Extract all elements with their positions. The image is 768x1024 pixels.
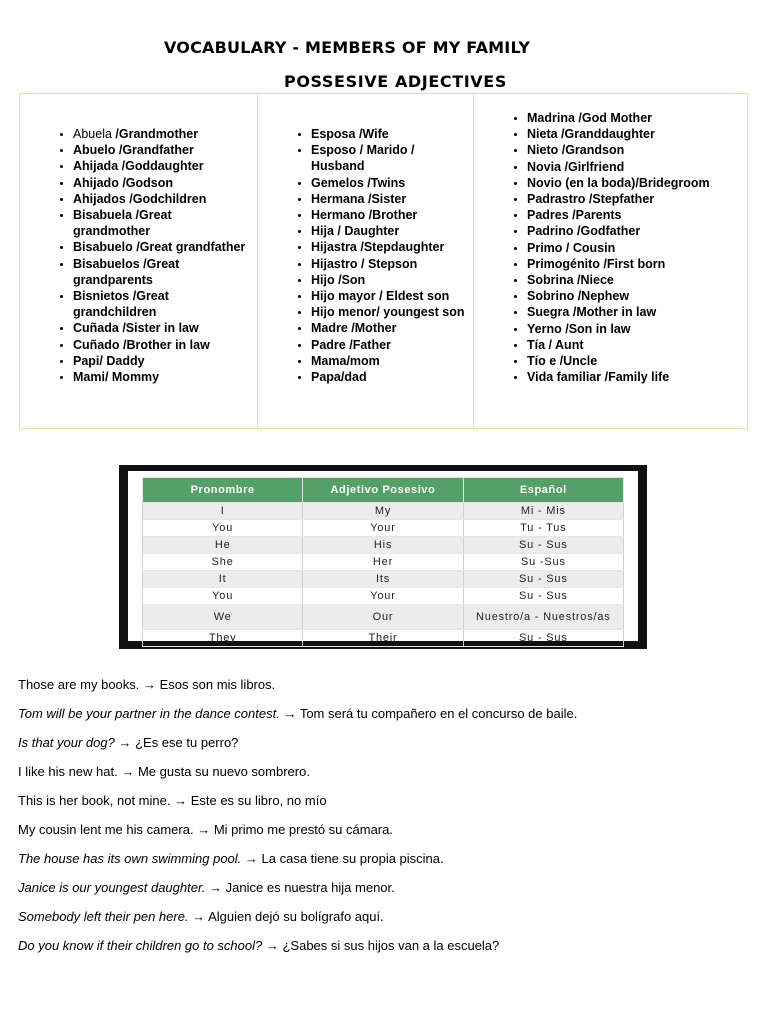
vocab-item: [311, 353, 473, 369]
vocab-english: / Daughter: [337, 224, 400, 239]
sentence-english: My cousin lent me his camera.: [18, 822, 194, 837]
table-cell: Her: [303, 554, 463, 571]
vocab-english: /Goddaughter: [121, 159, 204, 174]
vocab-english: /Mother: [351, 321, 397, 336]
sentence-english: Janice is our youngest daughter.: [18, 880, 206, 895]
example-sentence: [18, 937, 758, 966]
arrow-icon: →: [205, 880, 226, 895]
vocab-english: /Brother in law: [123, 337, 210, 352]
sentence-spanish: ¿Es ese tu perro?: [135, 735, 239, 750]
vocab-spanish: Bisabuela: [73, 208, 136, 223]
vocab-item: [73, 126, 257, 142]
vocab-spanish: Esposa: [311, 127, 359, 141]
vocab-item: [73, 320, 257, 336]
vocabulary-table: [19, 93, 748, 429]
vocab-item: [311, 142, 473, 174]
vocab-english: / Stepson: [361, 256, 418, 271]
vocab-spanish: Nieto: [527, 143, 562, 158]
vocab-english: /Stepdaughter: [360, 240, 445, 255]
vocab-english: /Niece: [577, 273, 614, 288]
header-adjetivo-posesivo: Adjetivo Posesivo: [303, 478, 463, 503]
example-sentence: [18, 705, 758, 734]
vocab-item: [73, 288, 257, 320]
vocab-english: /God Mother: [578, 111, 653, 125]
table-cell: Su - Sus: [463, 537, 623, 554]
example-sentences: [18, 676, 758, 966]
vocab-item: [73, 239, 257, 255]
vocab-english: /Father: [349, 337, 391, 352]
vocab-english: /Great grandparents: [73, 256, 180, 287]
table-cell: Our: [303, 605, 463, 630]
vocab-spanish: Bisnietos: [73, 289, 133, 304]
vocab-spanish: Papi: [73, 353, 100, 368]
vocab-spanish: Tía: [527, 337, 549, 352]
table-cell: Su - Sus: [463, 588, 623, 605]
table-cell: Su - Sus: [463, 630, 623, 647]
vocab-item: [311, 175, 473, 191]
table-cell: It: [143, 571, 303, 588]
example-sentence: [18, 763, 758, 792]
vocab-english: /Godchildren: [129, 191, 207, 206]
vocab-item: [527, 256, 747, 272]
vocab-spanish: Primo: [527, 240, 566, 255]
example-sentence: [18, 850, 758, 879]
table-row: [143, 554, 624, 571]
vocab-english: /Sister in law: [122, 321, 199, 336]
vocab-english: / Eldest son: [379, 289, 450, 304]
vocab-item: [311, 256, 473, 272]
vocab-item: [527, 207, 747, 223]
vocab-english: / Aunt: [548, 337, 584, 352]
table-cell: Nuestro/a - Nuestros/as: [463, 605, 623, 630]
vocab-english: /Granddaughter: [561, 127, 655, 142]
vocab-spanish: Cuñado: [73, 337, 123, 352]
possessive-adjectives-image: [119, 465, 647, 649]
vocab-item: [311, 304, 473, 320]
table-cell: You: [143, 588, 303, 605]
vocab-english: /Grandson: [561, 143, 625, 158]
vocab-item: [73, 158, 257, 174]
sentence-spanish: Me gusta su nuevo sombrero.: [137, 764, 310, 779]
sentence-english: I like his new hat.: [18, 764, 118, 779]
example-sentence: [18, 676, 758, 705]
vocab-column-2: [257, 94, 473, 428]
header-pronombre: Pronombre: [143, 478, 303, 503]
vocab-item: [311, 272, 473, 288]
vocab-spanish: Padrino: [527, 224, 578, 239]
vocab-spanish: Hijastra: [311, 240, 361, 255]
vocab-spanish: Suegra: [527, 305, 573, 320]
page-subtitle: POSSESIVE ADJECTIVES: [284, 72, 507, 91]
arrow-icon: →: [114, 735, 136, 750]
vocab-spanish: Hijo: [311, 272, 339, 287]
vocab-english: /Godfather: [577, 224, 641, 239]
vocab-spanish: Abuela: [73, 127, 116, 141]
vocab-english: /dad: [340, 370, 367, 385]
table-row: [143, 605, 624, 630]
table-row: [143, 588, 624, 605]
table-cell: Su - Sus: [463, 571, 623, 588]
vocab-item: [311, 223, 473, 239]
vocab-spanish: Padres: [527, 208, 573, 223]
vocab-spanish: Hermano: [311, 208, 369, 223]
sentence-spanish: Alguien dejó su bolígrafo aquí.: [208, 909, 384, 924]
arrow-icon: →: [170, 793, 191, 808]
example-sentence: [18, 734, 758, 763]
table-cell: They: [143, 630, 303, 647]
vocab-item: [311, 207, 473, 223]
sentence-spanish: Tom será tu compañero en el concurso de baile.: [299, 706, 578, 721]
arrow-icon: →: [193, 822, 214, 837]
sentence-english: Do you know if their children go to school?: [18, 938, 263, 953]
vocab-spanish: Padre: [311, 337, 350, 352]
vocab-column-1: [20, 94, 257, 428]
vocab-spanish: Abuelo: [73, 143, 119, 158]
vocab-item: [73, 369, 257, 385]
vocab-english: /Son: [338, 272, 366, 287]
vocab-spanish: Mami: [73, 370, 105, 385]
vocab-item: [527, 321, 747, 337]
sentence-spanish: Mi primo me prestó su cámara.: [213, 822, 393, 837]
vocab-english: /mom: [346, 353, 380, 368]
vocab-spanish: Bisabuelos: [73, 256, 144, 271]
table-row: [143, 503, 624, 520]
arrow-icon: →: [241, 851, 262, 866]
table-cell: Their: [303, 630, 463, 647]
sentence-english: This is her book, not mine.: [18, 793, 171, 808]
table-row: [143, 630, 624, 647]
vocab-spanish: Hijo mayor: [311, 289, 380, 304]
vocab-spanish: Mama: [311, 353, 347, 368]
vocab-item: [527, 304, 747, 320]
vocab-column-3: [473, 94, 747, 428]
vocab-item: [527, 337, 747, 353]
example-sentence: [18, 792, 758, 821]
vocab-english: / youngest son: [376, 305, 465, 320]
sentence-english: Tom will be your partner in the dance contest.: [18, 706, 280, 721]
sentence-english: Somebody left their pen here.: [18, 909, 189, 924]
table-row: [143, 571, 624, 588]
example-sentence: [18, 821, 758, 850]
vocab-spanish: Vida familiar: [527, 370, 605, 385]
example-sentence: [18, 879, 758, 908]
vocab-english: /Great grandmother: [73, 208, 172, 239]
vocab-spanish: Madre: [311, 321, 352, 336]
page-title: VOCABULARY - MEMBERS OF MY FAMILY: [164, 38, 531, 57]
arrow-icon: →: [262, 938, 283, 953]
vocab-english: /Family life: [604, 370, 670, 385]
arrow-icon: →: [117, 764, 138, 779]
sentence-spanish: Janice es nuestra hija menor.: [225, 880, 395, 895]
table-cell: Your: [303, 588, 463, 605]
table-row: [143, 520, 624, 537]
vocab-item: [73, 191, 257, 207]
header-espanol: Español: [463, 478, 623, 503]
table-cell: She: [143, 554, 303, 571]
table-row: [143, 537, 624, 554]
vocab-spanish: Yerno: [527, 321, 566, 336]
sentence-spanish: Esos son mis libros.: [159, 677, 276, 692]
vocab-english: /Son in law: [565, 321, 631, 336]
arrow-icon: →: [279, 706, 300, 721]
table-cell: Tu - Tus: [463, 520, 623, 537]
vocab-english: /Parents: [572, 208, 622, 223]
sentence-spanish: La casa tiene su propia piscina.: [261, 851, 444, 866]
vocab-english: /Grandfather: [118, 143, 194, 158]
sentence-english: Is that your dog?: [18, 735, 115, 750]
vocab-item: [73, 337, 257, 353]
table-cell: My: [303, 503, 463, 520]
vocab-item: [311, 191, 473, 207]
vocab-spanish: Ahijada: [73, 159, 122, 174]
vocab-spanish: Novio (en la boda): [527, 175, 636, 190]
vocab-item: [527, 126, 747, 142]
vocab-spanish: Tío e: [527, 354, 560, 369]
table-cell: You: [143, 520, 303, 537]
vocab-spanish: Cuñada: [73, 321, 123, 336]
vocab-item: [527, 240, 747, 256]
vocab-item: [311, 337, 473, 353]
vocab-spanish: Papa: [311, 370, 341, 385]
table-cell: Su -Sus: [463, 554, 623, 571]
vocab-item: [73, 142, 257, 158]
vocab-item: [73, 353, 257, 369]
vocab-english: /Grandmother: [115, 127, 199, 141]
vocab-item: [527, 272, 747, 288]
vocab-english: /Nephew: [577, 289, 630, 304]
vocab-item: [527, 110, 747, 126]
arrow-icon: →: [139, 677, 160, 692]
vocab-english: /Twins: [367, 175, 406, 190]
sentence-spanish: Este es su libro, no mío: [190, 793, 327, 808]
vocab-spanish: Hermana: [311, 191, 368, 206]
vocab-english: / Daddy: [99, 353, 145, 368]
vocab-english: /Mother in law: [572, 305, 657, 320]
table-cell: I: [143, 503, 303, 520]
sentence-spanish: ¿Sabes si sus hijos van a la escuela?: [282, 938, 500, 953]
vocab-spanish: Madrina: [527, 111, 579, 125]
table-cell: Your: [303, 520, 463, 537]
vocab-spanish: Hija: [311, 224, 338, 239]
vocab-item: [527, 223, 747, 239]
vocab-item: [311, 288, 473, 304]
vocab-item: [527, 159, 747, 175]
vocab-spanish: Ahijado: [73, 175, 123, 190]
vocab-spanish: Novia: [527, 159, 565, 174]
vocab-english: / Mommy: [104, 370, 160, 385]
table-cell: He: [143, 537, 303, 554]
vocab-english: /Stepfather: [588, 192, 655, 207]
vocab-item: [311, 320, 473, 336]
vocab-item: [527, 175, 747, 191]
vocab-english: /Great grandfather: [136, 240, 246, 255]
vocab-spanish: Gemelos: [311, 175, 368, 190]
vocab-english: /Godson: [122, 175, 174, 190]
vocab-item: [311, 239, 473, 255]
vocab-english: /Uncle: [559, 354, 598, 369]
vocab-english: /Great grandchildren: [73, 289, 169, 320]
vocab-spanish: Ahijados: [73, 191, 130, 206]
vocab-item: [527, 288, 747, 304]
vocab-english: /Brother: [368, 208, 418, 223]
vocab-item: [527, 142, 747, 158]
vocab-item: [73, 207, 257, 239]
vocab-item: [73, 175, 257, 191]
table-cell: His: [303, 537, 463, 554]
table-cell: Its: [303, 571, 463, 588]
vocab-english: /Wife: [358, 127, 389, 141]
vocab-english: /Girlfriend: [564, 159, 625, 174]
vocab-spanish: Esposo / Marido /: [311, 143, 415, 158]
vocab-spanish: Nieta: [527, 127, 562, 142]
example-sentence: [18, 908, 758, 937]
vocab-english: Husband: [311, 159, 365, 174]
vocab-spanish: Bisabuelo: [73, 240, 137, 255]
vocab-item: [527, 353, 747, 369]
sentence-english: Those are my books.: [18, 677, 140, 692]
vocab-spanish: Padrastro: [527, 192, 589, 207]
vocab-spanish: Primogénito: [527, 256, 604, 271]
table-cell: Mi - Mis: [463, 503, 623, 520]
vocab-item: [527, 369, 747, 385]
vocab-spanish: Hijastro: [311, 256, 362, 271]
vocab-spanish: Sobrina: [527, 273, 578, 288]
arrow-icon: →: [188, 909, 209, 924]
vocab-item: [311, 126, 473, 142]
vocab-english: / Cousin: [565, 240, 616, 255]
table-cell: We: [143, 605, 303, 630]
pronoun-table: [142, 477, 624, 647]
vocab-spanish: Sobrino: [527, 289, 578, 304]
vocab-item: [73, 256, 257, 288]
vocab-english: /First born: [603, 256, 666, 271]
vocab-spanish: Hijo menor: [311, 305, 377, 320]
sentence-english: The house has its own swimming pool.: [18, 851, 242, 866]
vocab-english: /Sister: [367, 191, 407, 206]
vocab-item: [311, 369, 473, 385]
vocab-item: [527, 191, 747, 207]
vocab-english: /Bridegroom: [635, 175, 710, 190]
